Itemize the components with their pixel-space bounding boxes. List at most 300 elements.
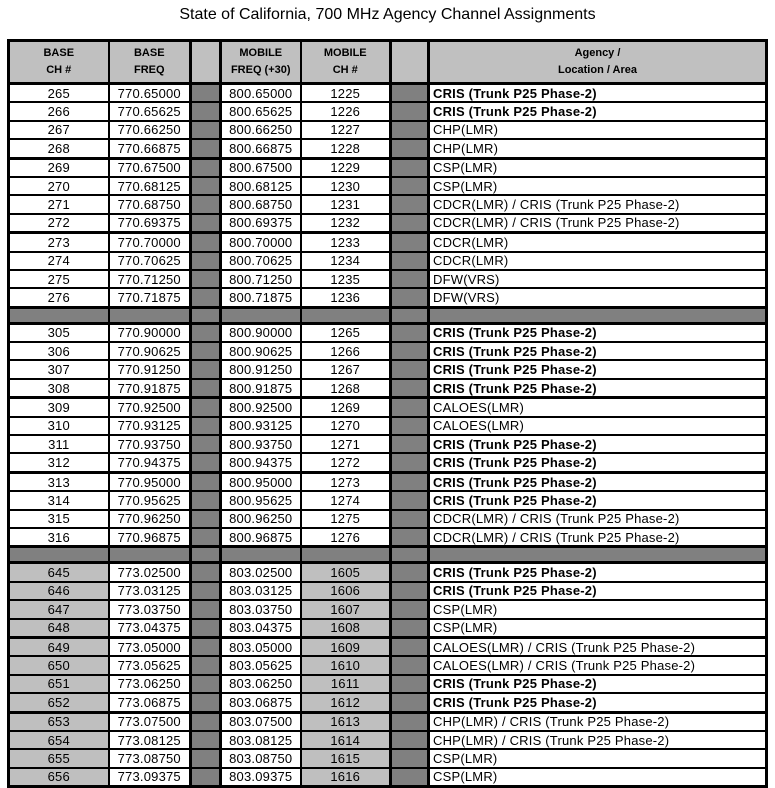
header-line: FREQ (+30): [230, 64, 291, 76]
base-ch-cell: 312: [9, 453, 109, 472]
spacer-cell: [391, 435, 429, 453]
base-freq-cell: 773.03125: [109, 582, 191, 600]
agency-cell: CRIS (Trunk P25 Phase-2): [429, 582, 767, 600]
channel-row: [9, 252, 767, 270]
col-header-agency: [429, 41, 767, 84]
agency-cell: CSP(LMR): [429, 158, 767, 177]
separator-cell: [9, 547, 109, 563]
base-freq-cell: 773.04375: [109, 619, 191, 638]
mobile-ch-cell: 1227: [301, 121, 391, 139]
spacer-cell: [191, 195, 221, 213]
spacer-cell: [191, 84, 221, 103]
agency-cell: CRIS (Trunk P25 Phase-2): [429, 472, 767, 491]
header-line: MOBILE: [323, 47, 367, 59]
base-freq-cell: 770.70625: [109, 252, 191, 270]
spacer-cell: [191, 214, 221, 233]
block-separator-row: [9, 307, 767, 323]
mobile-ch-cell: 1614: [301, 731, 391, 749]
spacer-cell: [191, 547, 221, 563]
channel-row: [9, 656, 767, 674]
mobile-freq-cell: 800.66250: [221, 121, 301, 139]
base-freq-cell: 773.08750: [109, 749, 191, 767]
mobile-freq-cell: 800.96875: [221, 528, 301, 547]
mobile-freq-cell: 800.93750: [221, 435, 301, 453]
base-freq-cell: 770.95625: [109, 491, 191, 509]
mobile-freq-cell: 800.71875: [221, 288, 301, 307]
spacer-cell: [391, 675, 429, 693]
mobile-ch-cell: 1228: [301, 139, 391, 158]
agency-cell: CDCR(LMR) / CRIS (Trunk P25 Phase-2): [429, 214, 767, 233]
spacer-cell: [191, 582, 221, 600]
spacer-cell: [391, 563, 429, 582]
header-line: BASE: [43, 47, 75, 59]
mobile-freq-cell: 800.70000: [221, 233, 301, 252]
separator-cell: [109, 547, 191, 563]
mobile-ch-cell: 1276: [301, 528, 391, 547]
spacer-cell: [191, 749, 221, 767]
spacer-cell: [391, 288, 429, 307]
spacer-cell: [391, 619, 429, 638]
base-ch-cell: 306: [9, 342, 109, 360]
mobile-ch-cell: 1607: [301, 600, 391, 618]
channel-row: [9, 675, 767, 693]
base-ch-cell: 651: [9, 675, 109, 693]
agency-cell: CSP(LMR): [429, 177, 767, 195]
mobile-ch-cell: 1225: [301, 84, 391, 103]
base-freq-cell: 770.68750: [109, 195, 191, 213]
separator-cell: [109, 307, 191, 323]
channel-row: [9, 693, 767, 712]
mobile-ch-cell: 1612: [301, 693, 391, 712]
mobile-ch-cell: 1615: [301, 749, 391, 767]
channel-row: [9, 288, 767, 307]
base-ch-cell: 273: [9, 233, 109, 252]
spacer-cell: [391, 158, 429, 177]
header-line: Agency /: [574, 47, 621, 59]
page-title: State of California, 700 MHz Agency Channel Assignments: [179, 6, 596, 23]
spacer-cell: [191, 360, 221, 378]
mobile-freq-cell: 800.71250: [221, 270, 301, 288]
agency-cell: CDCR(LMR) / CRIS (Trunk P25 Phase-2): [429, 195, 767, 213]
mobile-ch-cell: 1605: [301, 563, 391, 582]
agency-cell: DFW(VRS): [429, 270, 767, 288]
spacer-cell: [391, 749, 429, 767]
channel-row: [9, 121, 767, 139]
mobile-freq-cell: 803.03750: [221, 600, 301, 618]
spacer-cell: [391, 102, 429, 120]
agency-cell: CRIS (Trunk P25 Phase-2): [429, 342, 767, 360]
mobile-freq-cell: 800.65000: [221, 84, 301, 103]
mobile-ch-cell: 1275: [301, 510, 391, 528]
spacer-cell: [191, 731, 221, 749]
spacer-cell: [191, 563, 221, 582]
separator-cell: [221, 547, 301, 563]
spacer-cell: [191, 453, 221, 472]
channel-row: [9, 398, 767, 417]
agency-cell: CALOES(LMR) / CRIS (Trunk P25 Phase-2): [429, 637, 767, 656]
base-ch-cell: 645: [9, 563, 109, 582]
mobile-freq-cell: 800.69375: [221, 214, 301, 233]
mobile-ch-cell: 1229: [301, 158, 391, 177]
base-freq-cell: 773.07500: [109, 712, 191, 731]
mobile-ch-cell: 1268: [301, 379, 391, 398]
spacer-cell: [391, 491, 429, 509]
channel-row: [9, 84, 767, 103]
mobile-freq-cell: 803.06250: [221, 675, 301, 693]
agency-cell: CRIS (Trunk P25 Phase-2): [429, 379, 767, 398]
spacer-cell: [191, 379, 221, 398]
base-freq-cell: 770.69375: [109, 214, 191, 233]
spacer-cell: [391, 398, 429, 417]
spacer-cell: [391, 600, 429, 618]
spacer-cell: [191, 417, 221, 435]
col-header-base-ch: [9, 41, 109, 84]
separator-cell: [429, 547, 767, 563]
spacer-cell: [391, 547, 429, 563]
base-freq-cell: 770.90625: [109, 342, 191, 360]
spacer-cell: [191, 435, 221, 453]
spacer-cell: [391, 307, 429, 323]
mobile-freq-cell: 803.08750: [221, 749, 301, 767]
mobile-freq-cell: 800.66875: [221, 139, 301, 158]
spacer-cell: [191, 270, 221, 288]
base-ch-cell: 649: [9, 637, 109, 656]
spacer-cell: [191, 472, 221, 491]
agency-cell: CHP(LMR): [429, 139, 767, 158]
spacer-cell: [191, 528, 221, 547]
mobile-ch-cell: 1273: [301, 472, 391, 491]
spacer-cell: [191, 323, 221, 342]
spacer-cell: [391, 731, 429, 749]
spacer-cell: [391, 472, 429, 491]
spacer-cell: [191, 510, 221, 528]
mobile-ch-cell: 1234: [301, 252, 391, 270]
base-freq-cell: 770.70000: [109, 233, 191, 252]
spacer-cell: [191, 619, 221, 638]
channel-row: [9, 435, 767, 453]
base-ch-cell: 310: [9, 417, 109, 435]
spacer-cell: [391, 637, 429, 656]
separator-cell: [301, 547, 391, 563]
spacer-cell: [391, 121, 429, 139]
mobile-ch-cell: 1230: [301, 177, 391, 195]
channel-row: [9, 491, 767, 509]
mobile-freq-cell: 803.03125: [221, 582, 301, 600]
spacer-cell: [391, 582, 429, 600]
base-ch-cell: 314: [9, 491, 109, 509]
mobile-ch-cell: 1610: [301, 656, 391, 674]
agency-cell: CRIS (Trunk P25 Phase-2): [429, 84, 767, 103]
mobile-freq-cell: 800.68750: [221, 195, 301, 213]
channel-row: [9, 749, 767, 767]
agency-cell: CHP(LMR): [429, 121, 767, 139]
spacer-cell: [191, 121, 221, 139]
agency-cell: CRIS (Trunk P25 Phase-2): [429, 323, 767, 342]
header-line: CH #: [332, 64, 358, 76]
agency-cell: CRIS (Trunk P25 Phase-2): [429, 693, 767, 712]
spacer-cell: [191, 637, 221, 656]
channel-row: [9, 619, 767, 638]
base-freq-cell: 770.93125: [109, 417, 191, 435]
col-header-mobile-ch: [301, 41, 391, 84]
mobile-freq-cell: 800.70625: [221, 252, 301, 270]
mobile-freq-cell: 800.95000: [221, 472, 301, 491]
separator-cell: [9, 307, 109, 323]
channel-row: [9, 510, 767, 528]
base-freq-cell: 770.93750: [109, 435, 191, 453]
spacer-cell: [191, 252, 221, 270]
mobile-freq-cell: 803.02500: [221, 563, 301, 582]
base-freq-cell: 773.05000: [109, 637, 191, 656]
base-ch-cell: 653: [9, 712, 109, 731]
mobile-ch-cell: 1609: [301, 637, 391, 656]
base-ch-cell: 654: [9, 731, 109, 749]
base-ch-cell: 647: [9, 600, 109, 618]
spacer-cell: [191, 600, 221, 618]
mobile-freq-cell: 803.05000: [221, 637, 301, 656]
base-ch-cell: 648: [9, 619, 109, 638]
mobile-ch-cell: 1611: [301, 675, 391, 693]
spacer-cell: [391, 84, 429, 103]
agency-cell: CSP(LMR): [429, 749, 767, 767]
channel-row: [9, 342, 767, 360]
spacer-cell: [391, 323, 429, 342]
spacer-cell: [391, 177, 429, 195]
agency-cell: CALOES(LMR) / CRIS (Trunk P25 Phase-2): [429, 656, 767, 674]
mobile-ch-cell: 1271: [301, 435, 391, 453]
agency-cell: CSP(LMR): [429, 600, 767, 618]
base-ch-cell: 275: [9, 270, 109, 288]
base-freq-cell: 773.09375: [109, 768, 191, 787]
agency-cell: CRIS (Trunk P25 Phase-2): [429, 360, 767, 378]
base-ch-cell: 266: [9, 102, 109, 120]
block-separator-row: [9, 547, 767, 563]
mobile-freq-cell: 800.95625: [221, 491, 301, 509]
base-ch-cell: 272: [9, 214, 109, 233]
header-row: [9, 41, 767, 84]
mobile-ch-cell: 1236: [301, 288, 391, 307]
agency-cell: CDCR(LMR): [429, 233, 767, 252]
spacer-cell: [191, 177, 221, 195]
base-freq-cell: 770.96250: [109, 510, 191, 528]
mobile-freq-cell: 800.68125: [221, 177, 301, 195]
separator-cell: [429, 307, 767, 323]
agency-cell: CRIS (Trunk P25 Phase-2): [429, 675, 767, 693]
base-freq-cell: 770.66875: [109, 139, 191, 158]
agency-cell: CRIS (Trunk P25 Phase-2): [429, 491, 767, 509]
spacer-cell: [191, 102, 221, 120]
channel-row: [9, 637, 767, 656]
channel-row: [9, 270, 767, 288]
spacer-cell: [391, 342, 429, 360]
mobile-freq-cell: 800.91250: [221, 360, 301, 378]
agency-cell: CDCR(LMR) / CRIS (Trunk P25 Phase-2): [429, 528, 767, 547]
base-freq-cell: 773.06250: [109, 675, 191, 693]
base-ch-cell: 265: [9, 84, 109, 103]
channel-row: [9, 102, 767, 120]
base-ch-cell: 305: [9, 323, 109, 342]
channel-row: [9, 214, 767, 233]
mobile-freq-cell: 803.07500: [221, 712, 301, 731]
spacer-cell: [191, 398, 221, 417]
spacer-cell: [191, 491, 221, 509]
base-ch-cell: 313: [9, 472, 109, 491]
base-ch-cell: 268: [9, 139, 109, 158]
channel-row: [9, 528, 767, 547]
mobile-ch-cell: 1267: [301, 360, 391, 378]
spacer-cell: [191, 656, 221, 674]
mobile-ch-cell: 1232: [301, 214, 391, 233]
base-ch-cell: 650: [9, 656, 109, 674]
agency-cell: CRIS (Trunk P25 Phase-2): [429, 563, 767, 582]
channel-row: [9, 472, 767, 491]
separator-cell: [301, 307, 391, 323]
mobile-ch-cell: 1272: [301, 453, 391, 472]
base-freq-cell: 770.95000: [109, 472, 191, 491]
spacer-cell: [391, 656, 429, 674]
mobile-freq-cell: 803.06875: [221, 693, 301, 712]
channel-row: [9, 582, 767, 600]
channel-row: [9, 158, 767, 177]
channel-row: [9, 379, 767, 398]
base-ch-cell: 276: [9, 288, 109, 307]
base-freq-cell: 770.68125: [109, 177, 191, 195]
mobile-ch-cell: 1613: [301, 712, 391, 731]
agency-cell: CHP(LMR) / CRIS (Trunk P25 Phase-2): [429, 712, 767, 731]
base-ch-cell: 652: [9, 693, 109, 712]
spacer-cell: [391, 214, 429, 233]
base-freq-cell: 770.91875: [109, 379, 191, 398]
mobile-ch-cell: 1231: [301, 195, 391, 213]
base-freq-cell: 770.65000: [109, 84, 191, 103]
mobile-freq-cell: 800.90000: [221, 323, 301, 342]
spacer-cell: [191, 675, 221, 693]
channel-row: [9, 731, 767, 749]
mobile-ch-cell: 1270: [301, 417, 391, 435]
mobile-ch-cell: 1608: [301, 619, 391, 638]
spacer-cell: [391, 233, 429, 252]
agency-cell: CDCR(LMR): [429, 252, 767, 270]
mobile-freq-cell: 800.94375: [221, 453, 301, 472]
base-freq-cell: 770.65625: [109, 102, 191, 120]
base-freq-cell: 770.94375: [109, 453, 191, 472]
base-freq-cell: 773.06875: [109, 693, 191, 712]
spacer-cell: [191, 139, 221, 158]
base-freq-cell: 770.90000: [109, 323, 191, 342]
mobile-freq-cell: 800.91875: [221, 379, 301, 398]
mobile-ch-cell: 1269: [301, 398, 391, 417]
spacer-cell: [391, 528, 429, 547]
base-ch-cell: 309: [9, 398, 109, 417]
base-freq-cell: 773.08125: [109, 731, 191, 749]
base-freq-cell: 770.67500: [109, 158, 191, 177]
mobile-ch-cell: 1606: [301, 582, 391, 600]
spacer-cell: [191, 158, 221, 177]
spacer-cell: [391, 195, 429, 213]
channel-row: [9, 453, 767, 472]
spacer-column-header: [191, 41, 221, 84]
channel-row: [9, 195, 767, 213]
header-line: CH #: [46, 64, 72, 76]
spacer-cell: [191, 712, 221, 731]
spacer-cell: [191, 307, 221, 323]
spacer-cell: [191, 693, 221, 712]
spacer-cell: [391, 417, 429, 435]
channel-assignments-table: [7, 39, 768, 788]
col-header-mobile-freq: [221, 41, 301, 84]
spacer-cell: [191, 342, 221, 360]
base-ch-cell: 308: [9, 379, 109, 398]
base-ch-cell: 267: [9, 121, 109, 139]
spacer-cell: [191, 233, 221, 252]
spacer-cell: [391, 379, 429, 398]
mobile-ch-cell: 1266: [301, 342, 391, 360]
mobile-ch-cell: 1235: [301, 270, 391, 288]
channel-row: [9, 177, 767, 195]
agency-cell: CRIS (Trunk P25 Phase-2): [429, 435, 767, 453]
spacer-cell: [391, 252, 429, 270]
base-freq-cell: 770.96875: [109, 528, 191, 547]
agency-cell: CALOES(LMR): [429, 398, 767, 417]
mobile-freq-cell: 800.90625: [221, 342, 301, 360]
spacer-column-header: [391, 41, 429, 84]
mobile-freq-cell: 803.09375: [221, 768, 301, 787]
base-freq-cell: 773.02500: [109, 563, 191, 582]
agency-cell: DFW(VRS): [429, 288, 767, 307]
channel-row: [9, 563, 767, 582]
mobile-freq-cell: 800.93125: [221, 417, 301, 435]
spacer-cell: [391, 693, 429, 712]
mobile-ch-cell: 1233: [301, 233, 391, 252]
header-line: FREQ: [133, 64, 165, 76]
mobile-freq-cell: 800.67500: [221, 158, 301, 177]
base-freq-cell: 773.05625: [109, 656, 191, 674]
agency-cell: CRIS (Trunk P25 Phase-2): [429, 453, 767, 472]
base-freq-cell: 770.92500: [109, 398, 191, 417]
base-freq-cell: 773.03750: [109, 600, 191, 618]
agency-cell: CSP(LMR): [429, 619, 767, 638]
header-line: Location / Area: [557, 64, 638, 76]
base-freq-cell: 770.71875: [109, 288, 191, 307]
agency-cell: CDCR(LMR) / CRIS (Trunk P25 Phase-2): [429, 510, 767, 528]
base-freq-cell: 770.66250: [109, 121, 191, 139]
base-ch-cell: 307: [9, 360, 109, 378]
base-ch-cell: 315: [9, 510, 109, 528]
table-body: [9, 84, 767, 787]
mobile-ch-cell: 1616: [301, 768, 391, 787]
mobile-freq-cell: 800.96250: [221, 510, 301, 528]
mobile-ch-cell: 1274: [301, 491, 391, 509]
spacer-cell: [391, 139, 429, 158]
channel-row: [9, 139, 767, 158]
agency-cell: CALOES(LMR): [429, 417, 767, 435]
base-ch-cell: 655: [9, 749, 109, 767]
spacer-cell: [391, 712, 429, 731]
channel-row: [9, 233, 767, 252]
mobile-freq-cell: 800.92500: [221, 398, 301, 417]
mobile-freq-cell: 800.65625: [221, 102, 301, 120]
spacer-cell: [391, 360, 429, 378]
channel-row: [9, 600, 767, 618]
base-ch-cell: 274: [9, 252, 109, 270]
mobile-ch-cell: 1226: [301, 102, 391, 120]
base-ch-cell: 270: [9, 177, 109, 195]
base-ch-cell: 316: [9, 528, 109, 547]
agency-cell: CHP(LMR) / CRIS (Trunk P25 Phase-2): [429, 731, 767, 749]
base-ch-cell: 271: [9, 195, 109, 213]
base-ch-cell: 646: [9, 582, 109, 600]
spacer-cell: [391, 453, 429, 472]
